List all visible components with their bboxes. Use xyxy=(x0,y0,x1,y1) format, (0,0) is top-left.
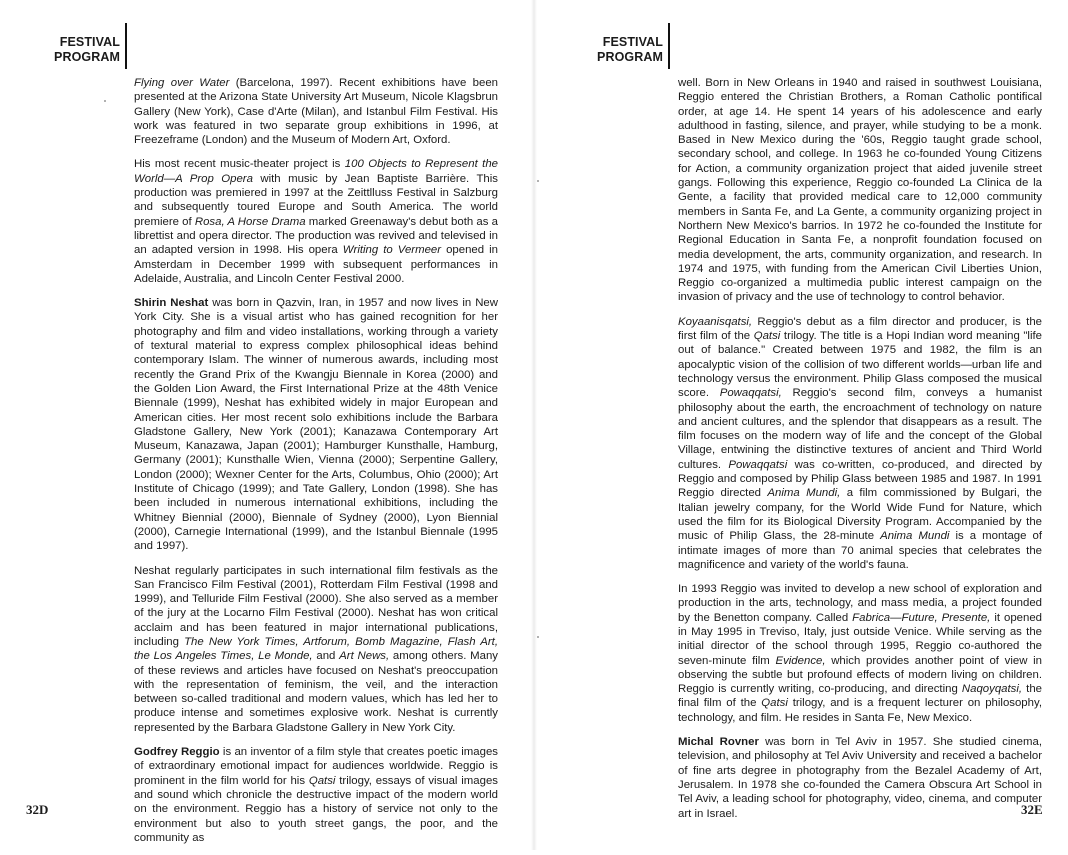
italic-title: Qatsi xyxy=(308,774,336,787)
header-line-2: PROGRAM xyxy=(597,50,663,64)
page-number: 32D xyxy=(26,802,49,817)
page-number: 32E xyxy=(1021,802,1043,817)
italic-title: The New York Times, Artforum, Bomb Magazine, Flash Art, the Los Angeles Times, Le Monde, xyxy=(134,635,498,663)
paragraph-text: trilogy, and is a frequent lecturer on philosophy, technology, and film. He resides in Santa Fe, New Mexico. xyxy=(678,697,1042,724)
text-column xyxy=(134,76,498,855)
italic-title: 100 Objects to Represent the World—A Prop Opera xyxy=(134,158,498,185)
paragraph xyxy=(134,76,498,147)
italic-title: Qatsi xyxy=(753,330,781,343)
header-line-1: FESTIVAL xyxy=(59,35,120,49)
paragraph xyxy=(678,76,1042,305)
paragraph-text: Neshat regularly participates in such international film festivals as the San Francisco Film Festival (2001), Rotterdam Film Festival (1998 and 1999), and Telluride Film Festival (2000). She also served as a member of the jury at the Locarno Film Festival (2000). Neshat has won critical acclaim and has been featured in major international publications, including xyxy=(134,564,498,648)
paragraph xyxy=(678,315,1042,572)
italic-title: Koyaanisqatsi, xyxy=(678,315,753,328)
bio-name: Godfrey Reggio xyxy=(134,746,220,759)
paragraph-text: is an inventor of a film style that creates poetic images of extraordinary emotional impact for audiences worldwide. Reggio is prominent in the film world for his xyxy=(134,746,498,787)
italic-title: Naqoyqatsi, xyxy=(961,683,1023,696)
paragraph xyxy=(678,735,1042,821)
header-line-2: PROGRAM xyxy=(54,50,120,64)
paragraph-text: marked Greenaway's debut both as a librettist and opera director. The production was revived and televised in an adapted version in 1998. His opera xyxy=(134,215,498,257)
italic-title: Powaqqatsi xyxy=(728,458,788,471)
paragraph-text: the final film of the xyxy=(678,683,1043,710)
paragraph xyxy=(678,582,1042,725)
paragraph xyxy=(134,564,498,736)
italic-title: Art News, xyxy=(339,650,390,663)
paragraph-text: a film commissioned by Bulgari, the Italian jewelry company, for the World Wide Fund for Nature, which used the film for its Biological Diversity Program. Accompanied by the music of Philip Glass, the 28-minute xyxy=(678,487,1043,543)
scan-speck xyxy=(537,180,539,182)
paragraph-text: Reggio's debut as a film director and producer, is the first film of the xyxy=(678,315,1042,343)
bio-name: Michal Rovner xyxy=(678,736,759,749)
paragraph-text: was born in Tel Aviv in 1957. She studied cinema, television, and philosophy at Tel Aviv University and received a bachelor of fine arts degree in photography from the Bezalel Academy of Art, Jerusalem. In 1978 she co-founded the Camera Obscura Art School in Tel Aviv, a leading school for photography, video, cinema, and computer art in Israel. xyxy=(678,736,1043,820)
paragraph xyxy=(134,745,498,845)
paragraph-text: In 1993 Reggio was invited to develop a new school of exploration and production in the arts, technology, and mass media, a project founded by the Benetton company. Called xyxy=(678,583,1042,624)
italic-title: Powaqqatsi, xyxy=(719,387,782,400)
italic-title: Anima Mundi xyxy=(880,530,950,543)
italic-title: Fabrica—Future, Presente, xyxy=(852,611,991,624)
header-line-1: FESTIVAL xyxy=(602,35,663,49)
right-page xyxy=(534,0,1068,850)
paragraph-text: which provides another point of view in observing the subtle but profound effects of modern living on children. Reggio is currently writing, co-producing, and directing xyxy=(678,654,1042,696)
text-column xyxy=(678,76,1042,831)
paragraph-text: it opened in May 1995 in Treviso, Italy, just outside Venice. While serving as the initial director of the school through 1995, Reggio co-authored the seven-minute film xyxy=(678,611,1042,667)
section-header xyxy=(583,35,663,65)
italic-title: Rosa, A Horse Drama xyxy=(194,215,306,228)
paragraph-text: trilogy. The title is a Hopi Indian word meaning "life out of balance." Created between 1975 and 1982, the film is an apocalyptic vision of the collision of two different worlds—urban life and technology versus the environment. Philip Glass composed the musical score. xyxy=(678,330,1042,400)
italic-title: Anima Mundi, xyxy=(767,487,841,500)
paragraph-text: well. Born in New Orleans in 1940 and raised in southwest Louisiana, Reggio entered the Christian Brothers, a Roman Catholic pontifical order, at age 14. He spent 14 years of his adolescence and early adulthood in fasting, silence, and prayer, while studying to be a monk. Based in New Mexico during the '60s, Reggio taught grade school, secondary school, and college. In 1963 he co-founded Young Citizens for Action, a community organization project that aided juvenile street gangs. Following this experience, Reggio co-founded La Clinica de la Gente, a facility that provided medical care to 12,000 community members in Santa Fe, and La Gente, a community organizing project in Northern New Mexico's barrios. In 1972 he co-founded the Institute for Regional Education in Santa Fe, a nonprofit foundation focused on media development, the arts, community organization, and research. In 1974 and 1975, with funding from the American Civil Liberties Union, Reggio co-organized a multimedia public interest campaign on the invasion of privacy and the use of technology to control behavior. xyxy=(678,77,1042,304)
paragraph-text: (Barcelona, 1997). Recent exhibitions have been presented at the Arizona State University Art Museum, Nicole Klagsbrun Gallery (New York), Case d'Arte (Milan), and Istanbul Film Festival. His work was featured in two separate group exhibitions in 1996, at Freezeframe (London) and the Museum of Modern Art, Oxford. xyxy=(134,77,498,147)
paragraph-text: among others. Many of these reviews and articles have focused on Neshat's preoccupation with the representation of feminism, the veil, and the interaction between so-called traditional and modern values, which has led her to produce intense and sometimes explosive work. Neshat is currently represented by the Barbara Gladstone Gallery in New York City. xyxy=(134,650,499,734)
header-rule xyxy=(125,23,127,69)
paragraph-text: trilogy, essays of visual images and sound which chronicle the destructive impact of the modern world on the environment. Reggio has a history of service not only to the environment but also to youth street gangs, the poor, and the community as xyxy=(134,774,498,844)
paragraph-text: is a montage of intimate images of more than 70 animal species that celebrates the magnificence and variety of the world's fauna. xyxy=(678,530,1042,571)
left-page xyxy=(0,0,534,850)
paragraph-text: was co-written, co-produced, and directed by Reggio and composed by Philip Glass between 1985 and 1987. In 1991 Reggio directed xyxy=(678,458,1043,500)
paragraph xyxy=(134,296,498,553)
paragraph xyxy=(134,157,498,286)
header-rule xyxy=(668,23,670,69)
section-header xyxy=(40,35,120,65)
paragraph-text: Reggio's second film, conveys a humanist philosophy about the earth, the encroachment of technology on nature and ancient cultures, and the splendor that disappears as a result. The film focuses on the modern way of life and the concept of the Global Village, entwining the distinctive textures of ancient and Third World cultures. xyxy=(678,387,1042,471)
paragraph-text: and xyxy=(312,650,340,663)
scan-speck xyxy=(104,100,106,102)
italic-title: Flying over Water xyxy=(134,77,230,89)
paragraph-text: His most recent music-theater project is xyxy=(134,158,345,171)
bio-name: Shirin Neshat xyxy=(134,297,209,310)
paragraph-text: with music by Jean Baptiste Barrière. This production was premiered in 1997 at the Zeittlluss Festival in Salzburg and subsequently toured Europe and South America. The world premiere of xyxy=(134,172,498,228)
scan-speck xyxy=(537,636,539,638)
paragraph-text: was born in Qazvin, Iran, in 1957 and now lives in New York City. She is a visual artist who has gained recognition for her photography and film and video installations, working through a variety of textural material to express complex philosophical ideas behind contemporary Islam. The winner of numerous awards, including most recently the Grand Prix of the Kwangju Biennale in Korea (2000) and the Golden Lion Award, the First International Prize at the 48th Venice Biennale (1999), Neshat has exhibited widely in major European and American cities. Her most recent solo exhibitions include the Barbara Gladstone Gallery, New York (2001); Kanazawa Contemporary Art Museum, Kanazawa, Japan (2001); Hamburger Kunsthalle, Hamburg, Germany (2001); Kunsthalle Wien, Vienna (2000); Serpentine Gallery, London (2000); Wexner Center for the Arts, Columbus, Ohio (2000); Art Institute of Chicago (1999); and Tate Gallery, London (1998). She has been included in numerous international exhibitions, including the Whitney Biennial (2000), Biennale of Sydney (2000), Lyon Biennial (2000), Carnegie International (1999), and the Istanbul Biennale (1995 and 1997). xyxy=(134,297,498,553)
italic-title: Writing to Vermeer xyxy=(342,244,442,257)
italic-title: Qatsi xyxy=(761,697,788,710)
italic-title: Evidence, xyxy=(775,654,826,667)
paragraph-text: opened in Amsterdam in December 1999 with subsequent performances in Adelaide, Australia, and Lincoln Center Festival 2000. xyxy=(134,244,498,285)
